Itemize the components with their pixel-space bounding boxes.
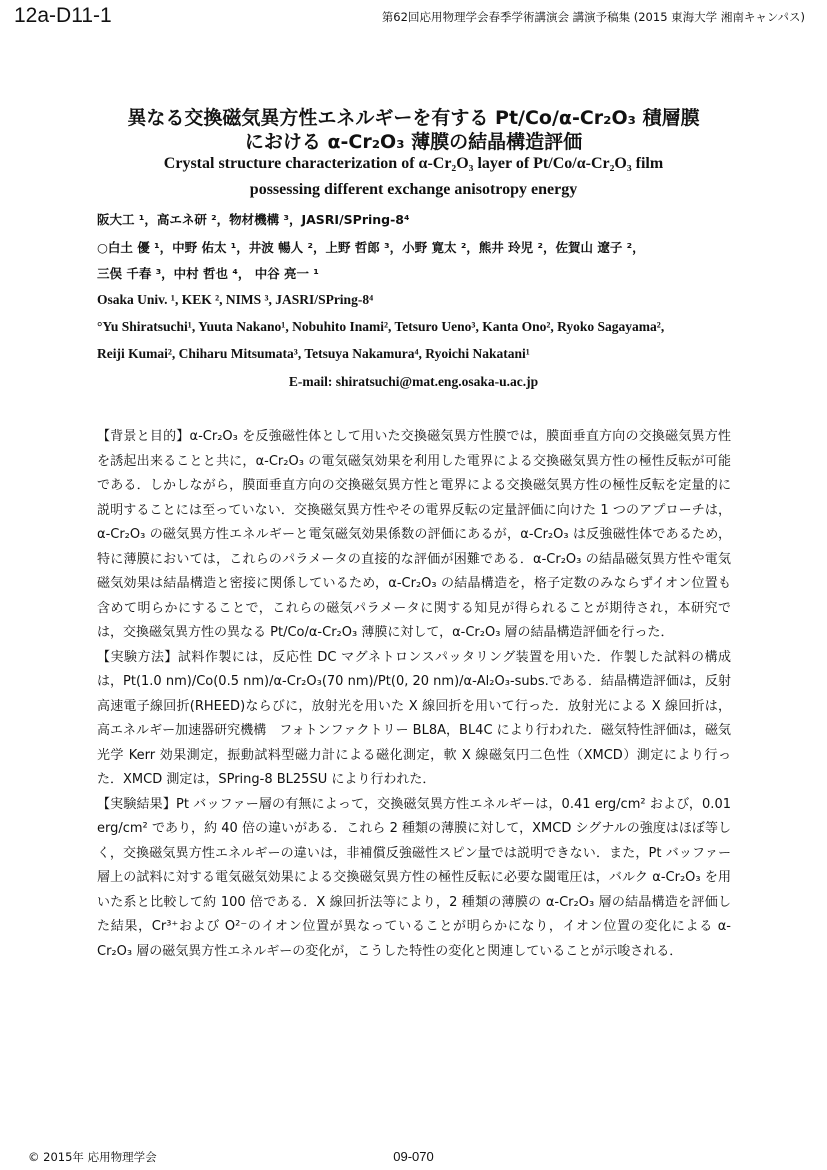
title-ja-line2: における α-Cr₂O₃ 薄膜の結晶構造評価 bbox=[244, 131, 583, 153]
title-ja-line1: 異なる交換磁気異方性エネルギーを有する Pt/Co/α-Cr₂O₃ 積層膜 bbox=[127, 107, 700, 129]
section-method: 【実験方法】試料作製には，反応性 DC マグネトロンスパッタリング装置を用いた．作製した試料の構成は，Pt(1.0 nm)/Co(0.5 nm)/α-Cr₂O₃(70 nm)/Pt(0, 20 nm)/α-Al₂O₃-subs.である．結晶構造評価は，反射高速電子線回折(RHEED)ならびに，放射光を用いた X 線回折を用いて行った．放射光による X 線回折は，高エネルギー加速器研究機構 フォトンファクトリー BL8A，BL4C により行われた．磁気特性評価は，磁気光学 Kerr 効果測定，振動試料型磁力計による磁化測定，軟 X 線磁気円二色性（XMCD）測定により行った．XMCD 測定は，SPring-8 BL25SU により行われた． bbox=[97, 649, 731, 787]
title-en-line1: Crystal structure characterization of α-Cr₂O₃ layer of Pt/Co/α-Cr₂O₃ film bbox=[163, 155, 664, 172]
authors-ja-line1: ○白土 優 ¹，中野 佑太 ¹，井波 暢人 ²，上野 哲郎 ³，小野 寛太 ²，熊井 玲児 ²，佐賀山 遼子 ²， bbox=[97, 240, 645, 255]
authors-ja-line2: 三俣 千春 ³，中村 哲也 ⁴， 中谷 亮一 ¹ bbox=[97, 266, 319, 281]
title-en-line2: possessing different exchange anisotropy energy bbox=[249, 181, 578, 198]
authors-en-line2: Reiji Kumai², Chiharu Mitsumata³, Tetsuya Nakamura⁴, Ryoichi Nakatani¹ bbox=[97, 346, 530, 361]
page-number: 09-070 bbox=[393, 1149, 434, 1164]
conference-header: 第62回応用物理学会春季学術講演会 講演予稿集 (2015 東海大学 湘南キャンパス) bbox=[381, 10, 805, 24]
email: E-mail: shiratsuchi@mat.eng.osaka-u.ac.jp bbox=[288, 374, 539, 389]
paper-id: 12a-D11-1 bbox=[14, 4, 112, 27]
section-background: 【背景と目的】α-Cr₂O₃ を反強磁性体として用いた交換磁気異方性膜では，膜面垂直方向の交換磁気異方性を誘起出来ることと共に，α-Cr₂O₃ の電気磁気効果を利用した電界による交換磁気異方性の極性反転が可能である．しかしながら，膜面垂直方向の交換磁気異方性と電界による交換磁気異方性の極性反転を定量的に説明することには至っていない．交換磁気異方性やその電界反転の定量評価に向けた 1 つのアプローチは，α-Cr₂O₃ の磁気異方性エネルギーと電気磁気効果係数の評価にあるが，α-Cr₂O₃ は反強磁性体であるため，特に薄膜においては，これらのパラメータの直接的な評価が困難である．α-Cr₂O₃ の結晶磁気異方性や電気磁気効果は結晶構造と密接に関係しているため，α-Cr₂O₃ の結晶構造を，格子定数のみならずイオン位置も含めて明らかにすることで，これらの磁気パラメータに関する知見が得られることが期待され，本研究では，交換磁気異方性の異なる Pt/Co/α-Cr₂O₃ 薄膜に対して，α-Cr₂O₃ 層の結晶構造評価を行った． bbox=[97, 429, 731, 640]
affiliations-ja: 阪大工 ¹，高エネ研 ²，物材機構 ³，JASRI/SPring-8⁴ bbox=[97, 212, 410, 227]
authors-en-line1: °Yu Shiratsuchi¹, Yuuta Nakano¹, Nobuhito Inami², Tetsuro Ueno³, Kanta Ono², Ryoko Sagayama², bbox=[97, 319, 665, 334]
body-text bbox=[97, 425, 731, 964]
section-results: 【実験結果】Pt バッファー層の有無によって，交換磁気異方性エネルギーは，0.41 erg/cm² および，0.01 erg/cm² であり，約 40 倍の違いがある．これら 2 種類の薄膜に対して，XMCD シグナルの強度はほぼ等しく，交換磁気異方性エネルギーの違いは，非補償反強磁性スピン量では説明できない．また，Pt バッファー層上の試料に対する電気磁気効果による交換磁気異方性の極性反転に必要な閾電圧は，バルク α-Cr₂O₃ を用いた系と比較して約 100 倍である．X 線回折法等により，2 種類の薄膜の α-Cr₂O₃ 層の結晶構造を評価した結果，Cr³⁺および O²⁻のイオン位置が異なっていることが明らかになり，イオン位置の変化による α-Cr₂O₃ 層の磁気異方性エネルギーの変化が，こうした特性の変化と関連していることが示唆される． bbox=[97, 796, 731, 959]
copyright: © 2015年 応用物理学会 bbox=[28, 1150, 157, 1164]
affiliations-en: Osaka Univ. ¹, KEK ², NIMS ³, JASRI/SPring-8⁴ bbox=[97, 292, 374, 307]
